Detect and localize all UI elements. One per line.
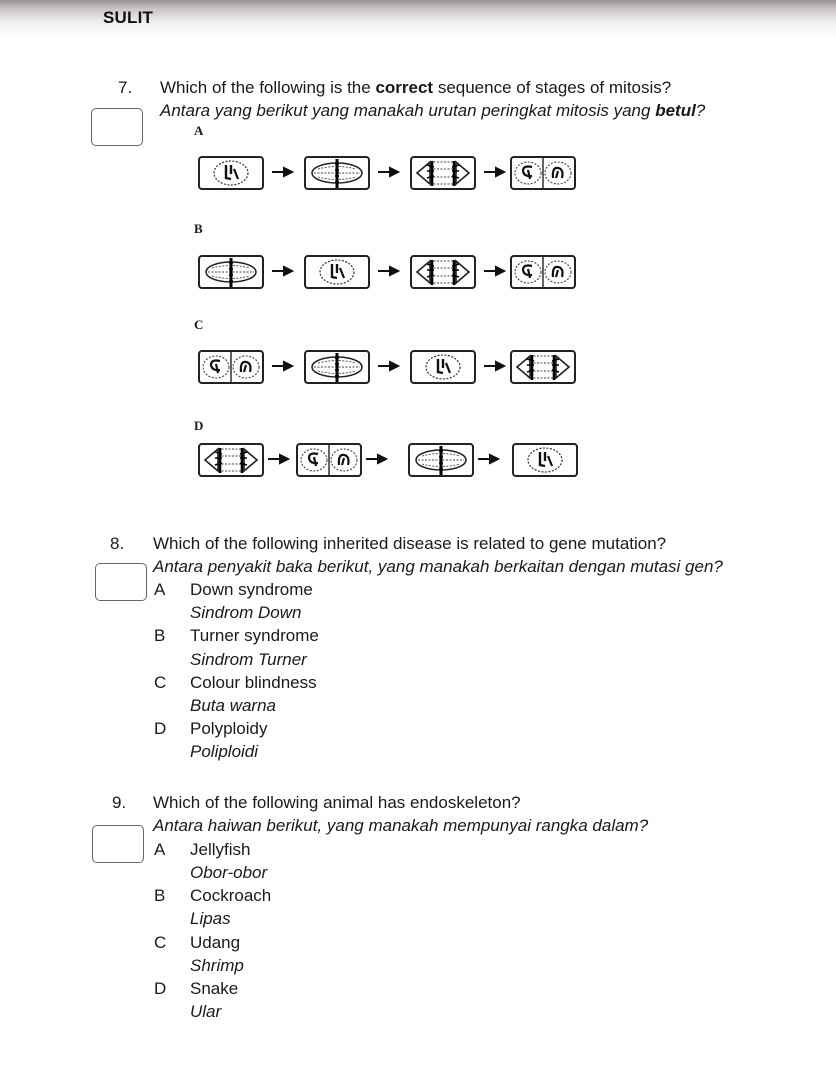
option-letter: B [154, 626, 166, 645]
arrow-right-icon [272, 166, 294, 178]
arrow-right-icon [378, 166, 400, 178]
option-letter: B [194, 221, 203, 236]
option-text-ms: Sindrom Turner [190, 650, 307, 669]
question-text-part: ? [695, 101, 706, 120]
question-text-part: sequence of stages of mitosis? [433, 78, 672, 97]
question-text-emphasis: correct [375, 78, 434, 97]
question-text-en: Which of the following animal has endoskeleton? [153, 793, 521, 812]
arrow-right-icon [484, 265, 506, 277]
option-text-en[interactable]: Cockroach [190, 886, 272, 905]
prophase-cell-icon [410, 350, 476, 384]
answer-box[interactable] [92, 825, 144, 863]
question-number: 7. [118, 78, 133, 97]
mitosis-sequence-c[interactable] [196, 350, 586, 386]
anaphase-cell-icon [510, 350, 576, 384]
question-number: 8. [110, 534, 125, 553]
question-text-emphasis: betul [655, 101, 696, 120]
metaphase-cell-icon [198, 255, 264, 289]
option-letter: D [154, 719, 167, 738]
option-letter: B [154, 886, 166, 905]
mitosis-sequence-d[interactable] [196, 443, 586, 479]
arrow-right-icon [268, 453, 290, 465]
option-text-ms: Shrimp [190, 956, 244, 975]
question-text-en [160, 78, 671, 98]
arrow-right-icon [366, 453, 388, 465]
anaphase-cell-icon [410, 255, 476, 289]
metaphase-cell-icon [304, 156, 370, 190]
option-letter: A [194, 123, 204, 138]
option-text-en[interactable]: Down syndrome [190, 580, 313, 599]
option-letter: C [154, 933, 167, 952]
metaphase-cell-icon [304, 350, 370, 384]
arrow-right-icon [484, 166, 506, 178]
question-number: 9. [112, 793, 127, 812]
option-letter: D [194, 418, 204, 433]
question-text-part: Which of the following is the [160, 78, 376, 97]
classification-label: SULIT [103, 8, 154, 27]
arrow-right-icon [378, 265, 400, 277]
telophase-cell-icon [296, 443, 362, 477]
telophase-cell-icon [510, 255, 576, 289]
option-letter: D [154, 979, 167, 998]
answer-box[interactable] [91, 108, 143, 146]
question-text-part: Antara yang berikut yang manakah urutan peringkat mitosis yang [160, 101, 656, 120]
prophase-cell-icon [512, 443, 578, 477]
option-letter: A [154, 840, 166, 859]
option-text-en[interactable]: Polyploidy [190, 719, 268, 738]
option-text-en[interactable]: Colour blindness [190, 673, 317, 692]
mitosis-sequence-b[interactable] [196, 255, 586, 291]
option-text-ms: Poliploidi [190, 742, 259, 761]
option-letter: A [154, 580, 166, 599]
mitosis-sequence-a[interactable] [196, 156, 586, 192]
telophase-cell-icon [198, 350, 264, 384]
anaphase-cell-icon [410, 156, 476, 190]
option-text-ms: Lipas [190, 909, 231, 928]
option-text-ms: Obor-obor [190, 863, 268, 882]
question-text-en: Which of the following inherited disease is related to gene mutation? [153, 534, 667, 553]
arrow-right-icon [478, 453, 500, 465]
option-text-en[interactable]: Udang [190, 933, 241, 952]
option-letter: C [154, 673, 167, 692]
anaphase-cell-icon [198, 443, 264, 477]
telophase-cell-icon [510, 156, 576, 190]
prophase-cell-icon [198, 156, 264, 190]
arrow-right-icon [378, 360, 400, 372]
metaphase-cell-icon [408, 443, 474, 477]
option-text-ms: Buta warna [190, 696, 276, 715]
option-text-en[interactable]: Turner syndrome [190, 626, 319, 645]
prophase-cell-icon [304, 255, 370, 289]
answer-box[interactable] [95, 563, 147, 601]
option-text-en[interactable]: Jellyfish [190, 840, 251, 859]
arrow-right-icon [272, 265, 294, 277]
arrow-right-icon [272, 360, 294, 372]
option-text-ms: Ular [190, 1002, 222, 1021]
question-text-ms [160, 101, 705, 121]
option-text-ms: Sindrom Down [190, 603, 302, 622]
question-text-ms: Antara penyakit baka berikut, yang manakah berkaitan dengan mutasi gen? [153, 557, 723, 576]
option-letter: C [194, 317, 204, 332]
option-text-en[interactable]: Snake [190, 979, 239, 998]
arrow-right-icon [484, 360, 506, 372]
question-text-ms: Antara haiwan berikut, yang manakah mempunyai rangka dalam? [153, 816, 649, 835]
